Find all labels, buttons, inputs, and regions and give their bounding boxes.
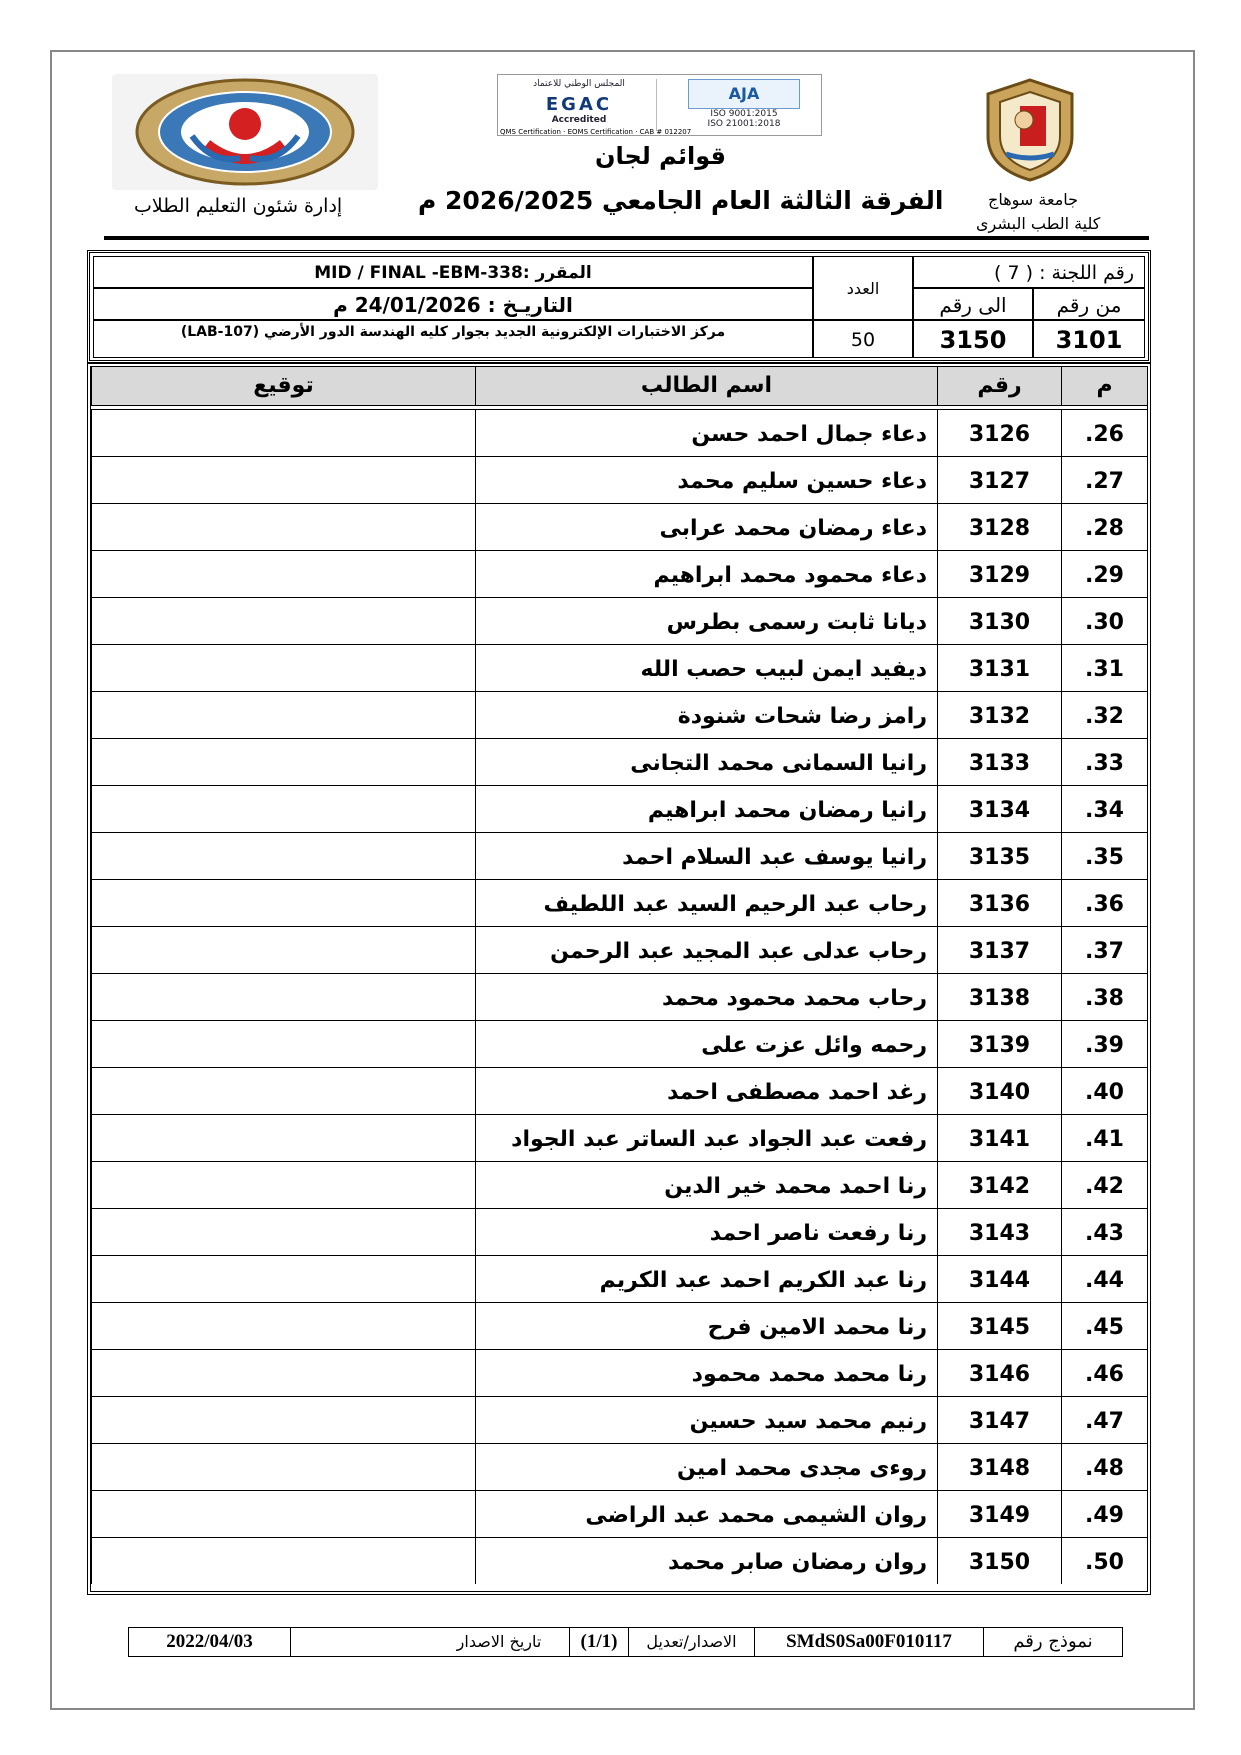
signature-cell[interactable] <box>91 1350 475 1396</box>
student-id: 3136 <box>937 880 1061 926</box>
student-id: 3140 <box>937 1068 1061 1114</box>
signature-cell[interactable] <box>91 1397 475 1443</box>
students-table <box>87 363 1151 1595</box>
serial-number: .26 <box>1061 410 1147 456</box>
aja-logo <box>684 79 804 131</box>
signature-cell[interactable] <box>91 1538 475 1584</box>
student-name: رحاب عبد الرحيم السيد عبد اللطيف <box>475 880 937 926</box>
signature-cell[interactable] <box>91 1444 475 1490</box>
from-value: 3101 <box>1033 320 1145 358</box>
table-header <box>91 367 1147 406</box>
serial-number: .38 <box>1061 974 1147 1020</box>
from-label: من رقم <box>1033 288 1145 320</box>
serial-number: .41 <box>1061 1115 1147 1161</box>
student-id: 3137 <box>937 927 1061 973</box>
header-student-name: اسم الطالب <box>475 367 937 405</box>
table-row <box>91 973 1147 1020</box>
table-row <box>91 1396 1147 1443</box>
table-row <box>91 691 1147 738</box>
signature-cell[interactable] <box>91 504 475 550</box>
table-row <box>91 1208 1147 1255</box>
table-row <box>91 1490 1147 1537</box>
table-row <box>91 644 1147 691</box>
table-body <box>91 409 1147 1584</box>
serial-number: .35 <box>1061 833 1147 879</box>
aja-mark: AJA <box>688 79 800 109</box>
signature-cell[interactable] <box>91 974 475 1020</box>
student-id: 3127 <box>937 457 1061 503</box>
student-id: 3144 <box>937 1256 1061 1302</box>
egac-cert-lines: QMS Certification · EOMS Certification · CAB # 012207 <box>500 128 692 136</box>
signature-cell[interactable] <box>91 1209 475 1255</box>
serial-number: .36 <box>1061 880 1147 926</box>
serial-number: .28 <box>1061 504 1147 550</box>
student-name: دعاء رمضان محمد عرابى <box>475 504 937 550</box>
signature-cell[interactable] <box>91 1256 475 1302</box>
student-id: 3147 <box>937 1397 1061 1443</box>
egac-line-1: QMS Certification <box>500 128 561 136</box>
table-row <box>91 1161 1147 1208</box>
student-name: رنا عبد الكريم احمد عبد الكريم <box>475 1256 937 1302</box>
student-name: دعاء محمود محمد ابراهيم <box>475 551 937 597</box>
exam-location: مركز الاختبارات الإلكترونية الجديد بجوار كليه الهندسة الدور الأرضي (LAB-107) <box>93 320 813 358</box>
table-row <box>91 879 1147 926</box>
student-id: 3148 <box>937 1444 1061 1490</box>
serial-number: .42 <box>1061 1162 1147 1208</box>
aja-iso-21001: ISO 21001:2018 <box>707 119 781 129</box>
aja-iso-9001: ISO 9001:2015 <box>710 109 778 119</box>
count-label: العدد <box>813 256 913 320</box>
signature-cell[interactable] <box>91 692 475 738</box>
student-name: رغد احمد مصطفى احمد <box>475 1068 937 1114</box>
student-name: رحاب محمد محمود محمد <box>475 974 937 1020</box>
student-name: رنا محمد الامين فرح <box>475 1303 937 1349</box>
table-row <box>91 1020 1147 1067</box>
student-name: روان الشيمى محمد عبد الراضى <box>475 1491 937 1537</box>
university-name: جامعة سوهاج <box>988 190 1079 209</box>
student-name: رانيا رمضان محمد ابراهيم <box>475 786 937 832</box>
header-signature: توقيع <box>91 367 475 405</box>
student-id: 3131 <box>937 645 1061 691</box>
student-name: روءى مجدى محمد امين <box>475 1444 937 1490</box>
student-id: 3141 <box>937 1115 1061 1161</box>
signature-cell[interactable] <box>91 786 475 832</box>
student-name: دعاء جمال احمد حسن <box>475 410 937 456</box>
student-id: 3146 <box>937 1350 1061 1396</box>
university-logo <box>980 76 1080 184</box>
signature-cell[interactable] <box>91 1021 475 1067</box>
student-name: رفعت عبد الجواد عبد الساتر عبد الجواد <box>475 1115 937 1161</box>
table-row <box>91 1443 1147 1490</box>
edition-label: الاصدار/تعديل <box>646 1632 737 1651</box>
table-row <box>91 550 1147 597</box>
signature-cell[interactable] <box>91 551 475 597</box>
table-row <box>91 597 1147 644</box>
student-id: 3128 <box>937 504 1061 550</box>
faculty-name: كلية الطب البشرى <box>976 214 1101 233</box>
student-id: 3134 <box>937 786 1061 832</box>
form-footer <box>128 1627 1123 1657</box>
exam-date: التاريـخ : 24/01/2026 م <box>93 288 813 320</box>
serial-number: .48 <box>1061 1444 1147 1490</box>
to-value: 3150 <box>913 320 1033 358</box>
serial-number: .46 <box>1061 1350 1147 1396</box>
signature-cell[interactable] <box>91 1162 475 1208</box>
egac-line-3: CAB # 012207 <box>639 128 692 136</box>
student-id: 3143 <box>937 1209 1061 1255</box>
student-name: رحمه وائل عزت على <box>475 1021 937 1067</box>
serial-number: .32 <box>1061 692 1147 738</box>
department-name: إدارة شئون التعليم الطلاب <box>134 195 343 217</box>
course-code: المقرر :MID / FINAL -EBM-338 <box>93 256 813 288</box>
student-id: 3135 <box>937 833 1061 879</box>
signature-cell[interactable] <box>91 457 475 503</box>
serial-number: .30 <box>1061 598 1147 644</box>
student-id: 3139 <box>937 1021 1061 1067</box>
student-id: 3126 <box>937 410 1061 456</box>
student-id: 3129 <box>937 551 1061 597</box>
serial-number: .29 <box>1061 551 1147 597</box>
serial-number: .45 <box>1061 1303 1147 1349</box>
student-id: 3149 <box>937 1491 1061 1537</box>
signature-cell[interactable] <box>91 410 475 456</box>
student-name: رامز رضا شحات شنودة <box>475 692 937 738</box>
signature-cell[interactable] <box>91 1491 475 1537</box>
serial-number: .37 <box>1061 927 1147 973</box>
issue-date-label: تاريخ الاصدار <box>456 1632 542 1651</box>
table-row <box>91 456 1147 503</box>
student-id: 3132 <box>937 692 1061 738</box>
egac-top-text: المجلس الوطني للاعتماد <box>533 79 625 89</box>
table-row <box>91 785 1147 832</box>
committee-info-box <box>87 250 1151 363</box>
student-name: رنيم محمد سيد حسين <box>475 1397 937 1443</box>
egac-logo <box>502 79 657 131</box>
serial-number: .49 <box>1061 1491 1147 1537</box>
table-row <box>91 1114 1147 1161</box>
serial-number: .34 <box>1061 786 1147 832</box>
student-name: رنا رفعت ناصر احمد <box>475 1209 937 1255</box>
signature-cell[interactable] <box>91 880 475 926</box>
serial-number: .44 <box>1061 1256 1147 1302</box>
table-row <box>91 1067 1147 1114</box>
egac-line-2: EOMS Certification <box>567 128 633 136</box>
form-number-label: نموذج رقم <box>1013 1631 1093 1652</box>
student-name: رنا محمد محمد محمود <box>475 1350 937 1396</box>
serial-number: .31 <box>1061 645 1147 691</box>
student-id: 3138 <box>937 974 1061 1020</box>
header-divider <box>104 236 1149 240</box>
serial-number: .27 <box>1061 457 1147 503</box>
serial-number: .50 <box>1061 1538 1147 1584</box>
table-row <box>91 1302 1147 1349</box>
student-name: رانيا السمانى محمد التجانى <box>475 739 937 785</box>
accreditation-logos <box>497 74 822 136</box>
issue-date: 2022/04/03 <box>129 1628 291 1656</box>
student-id: 3130 <box>937 598 1061 644</box>
table-row <box>91 832 1147 879</box>
student-id: 3133 <box>937 739 1061 785</box>
table-row <box>91 1537 1147 1584</box>
table-row <box>91 738 1147 785</box>
student-name: ديانا ثابت رسمى بطرس <box>475 598 937 644</box>
serial-number: .47 <box>1061 1397 1147 1443</box>
signature-cell[interactable] <box>91 833 475 879</box>
student-name: روان رمضان صابر محمد <box>475 1538 937 1584</box>
signature-cell[interactable] <box>91 598 475 644</box>
student-name: ديفيد ايمن لبيب حصب الله <box>475 645 937 691</box>
to-label: الى رقم <box>913 288 1033 320</box>
table-row <box>91 1349 1147 1396</box>
edition-value: (1/1) <box>569 1628 629 1656</box>
table-row <box>91 1255 1147 1302</box>
egac-mark: EGAC <box>545 94 613 115</box>
signature-cell[interactable] <box>91 1115 475 1161</box>
committee-number: رقم اللجنة : ( 7 ) <box>913 256 1145 288</box>
count-value: 50 <box>813 320 913 358</box>
form-number: SMdS0Sa00F010117 <box>754 1628 984 1656</box>
signature-cell[interactable] <box>91 927 475 973</box>
student-id: 3150 <box>937 1538 1061 1584</box>
serial-number: .43 <box>1061 1209 1147 1255</box>
signature-cell[interactable] <box>91 739 475 785</box>
student-id: 3145 <box>937 1303 1061 1349</box>
signature-cell[interactable] <box>91 1303 475 1349</box>
egac-accredited: Accredited <box>551 115 607 125</box>
signature-cell[interactable] <box>91 1068 475 1114</box>
student-name: رنا احمد محمد خير الدين <box>475 1162 937 1208</box>
document-title: قوائم لجان <box>595 142 726 170</box>
student-id: 3142 <box>937 1162 1061 1208</box>
faculty-logo <box>112 74 378 190</box>
serial-number: .33 <box>1061 739 1147 785</box>
serial-number: .39 <box>1061 1021 1147 1067</box>
table-row <box>91 926 1147 973</box>
student-name: دعاء حسين سليم محمد <box>475 457 937 503</box>
student-name: رحاب عدلى عبد المجيد عبد الرحمن <box>475 927 937 973</box>
header-id: رقم <box>937 367 1061 405</box>
document-subtitle: الفرقة الثالثة العام الجامعي 2026/2025 م <box>418 186 944 215</box>
table-row <box>91 503 1147 550</box>
table-row <box>91 409 1147 456</box>
signature-cell[interactable] <box>91 645 475 691</box>
header-serial: م <box>1061 367 1147 405</box>
serial-number: .40 <box>1061 1068 1147 1114</box>
student-name: رانيا يوسف عبد السلام احمد <box>475 833 937 879</box>
